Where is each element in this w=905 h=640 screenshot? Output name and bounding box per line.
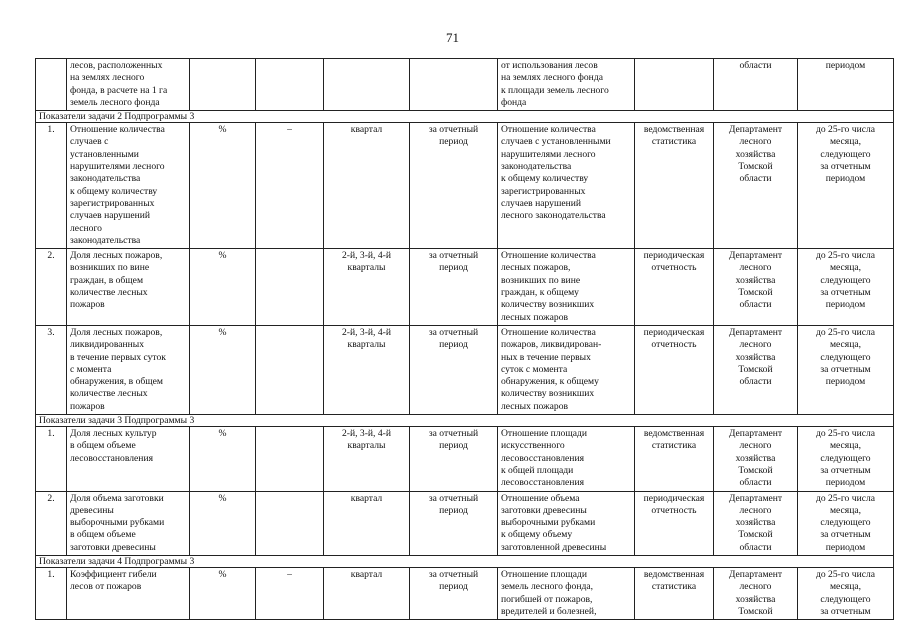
cell-period: за отчетный период	[410, 325, 498, 414]
cell-calculation-method: Отношение площади земель лесного фонда, погибшей от пожаров, вредителей и болезней,	[498, 567, 635, 619]
section-header-row	[36, 415, 894, 427]
cell-calculation-method: Отношение количества пожаров, ликвидирован- ных в течение первых суток с момента обнаружения, к общему количеству возникших лесных пожаров	[498, 325, 635, 414]
cell-indicator-name: Доля объема заготовки древесины выборочными рубками в общем объеме заготовки древесины	[67, 491, 190, 555]
table-row	[36, 249, 894, 326]
cell-period: за отчетный период	[410, 567, 498, 619]
cell-data-source: ведомственная статистика	[635, 567, 714, 619]
cell-unit: %	[190, 567, 256, 619]
cell-indicator-name: лесов, расположенных на землях лесного фонда, в расчете на 1 га земель лесного фонда	[67, 59, 190, 111]
cell-number: 1.	[36, 427, 67, 491]
cell-frequency: 2-й, 3-й, 4-й кварталы	[324, 427, 410, 491]
cell-data-source: периодическая отчетность	[635, 325, 714, 414]
table-row	[36, 491, 894, 555]
section-label: Показатели задачи 3 Подпрограммы 3	[36, 415, 894, 427]
cell-number: 1.	[36, 123, 67, 249]
cell-responsible: области	[714, 59, 798, 111]
page-number: 71	[446, 30, 459, 45]
cell-period: за отчетный период	[410, 427, 498, 491]
cell-dynamics	[256, 249, 324, 326]
cell-calculation-method: от использования лесов на землях лесного фонда к площади земель лесного фонда	[498, 59, 635, 111]
cell-responsible: Департамент лесного хозяйства Томской области	[714, 325, 798, 414]
cell-frequency: квартал	[324, 123, 410, 249]
cell-unit: %	[190, 249, 256, 326]
cell-frequency: 2-й, 3-й, 4-й кварталы	[324, 249, 410, 326]
cell-calculation-method: Отношение объема заготовки древесины выборочными рубками к общему объему заготовленной древесины	[498, 491, 635, 555]
table-row	[36, 325, 894, 414]
cell-deadline: до 25-го числа месяца, следующего за отчетным периодом	[798, 427, 894, 491]
cell-indicator-name: Коэффициент гибели лесов от пожаров	[67, 567, 190, 619]
cell-frequency	[324, 59, 410, 111]
cell-frequency: квартал	[324, 567, 410, 619]
section-label: Показатели задачи 4 Подпрограммы 3	[36, 555, 894, 567]
cell-responsible: Департамент лесного хозяйства Томской области	[714, 491, 798, 555]
cell-data-source: ведомственная статистика	[635, 427, 714, 491]
table-body	[36, 59, 894, 620]
cell-deadline: периодом	[798, 59, 894, 111]
cell-dynamics	[256, 427, 324, 491]
cell-calculation-method: Отношение количества лесных пожаров, возникших по вине граждан, к общему количеству возникших лесных пожаров	[498, 249, 635, 326]
cell-indicator-name: Доля лесных пожаров, ликвидированных в течение первых суток с момента обнаружения, в общем количестве лесных пожаров	[67, 325, 190, 414]
cell-unit	[190, 59, 256, 111]
cell-number	[36, 59, 67, 111]
cell-frequency: квартал	[324, 491, 410, 555]
cell-dynamics	[256, 59, 324, 111]
cell-unit: %	[190, 491, 256, 555]
cell-deadline: до 25-го числа месяца, следующего за отчетным	[798, 567, 894, 619]
cell-unit: %	[190, 325, 256, 414]
cell-responsible: Департамент лесного хозяйства Томской области	[714, 427, 798, 491]
table-row	[36, 123, 894, 249]
cell-number: 1.	[36, 567, 67, 619]
table-row	[36, 567, 894, 619]
section-label: Показатели задачи 2 Подпрограммы 3	[36, 111, 894, 123]
cell-period: за отчетный период	[410, 249, 498, 326]
indicators-table	[35, 58, 894, 620]
cell-responsible: Департамент лесного хозяйства Томской	[714, 567, 798, 619]
cell-responsible: Департамент лесного хозяйства Томской области	[714, 123, 798, 249]
cell-frequency: 2-й, 3-й, 4-й кварталы	[324, 325, 410, 414]
cell-data-source: периодическая отчетность	[635, 491, 714, 555]
cell-number: 3.	[36, 325, 67, 414]
cell-period	[410, 59, 498, 111]
cell-calculation-method: Отношение площади искусственного лесовосстановления к общей площади лесовосстановления	[498, 427, 635, 491]
cell-number: 2.	[36, 491, 67, 555]
cell-unit: %	[190, 427, 256, 491]
cell-dynamics: –	[256, 123, 324, 249]
section-header-row	[36, 555, 894, 567]
cell-deadline: до 25-го числа месяца, следующего за отчетным периодом	[798, 123, 894, 249]
cell-deadline: до 25-го числа месяца, следующего за отчетным периодом	[798, 325, 894, 414]
cell-indicator-name: Доля лесных пожаров, возникших по вине граждан, в общем количестве лесных пожаров	[67, 249, 190, 326]
cell-period: за отчетный период	[410, 491, 498, 555]
cell-number: 2.	[36, 249, 67, 326]
cell-dynamics	[256, 325, 324, 414]
cell-unit: %	[190, 123, 256, 249]
table-row	[36, 59, 894, 111]
cell-deadline: до 25-го числа месяца, следующего за отчетным периодом	[798, 491, 894, 555]
cell-indicator-name: Доля лесных культур в общем объеме лесовосстановления	[67, 427, 190, 491]
cell-data-source	[635, 59, 714, 111]
cell-period: за отчетный период	[410, 123, 498, 249]
cell-data-source: периодическая отчетность	[635, 249, 714, 326]
cell-deadline: до 25-го числа месяца, следующего за отчетным периодом	[798, 249, 894, 326]
cell-responsible: Департамент лесного хозяйства Томской области	[714, 249, 798, 326]
cell-calculation-method: Отношение количества случаев с установленными нарушителями лесного законодательства к общему количеству зарегистрированных случаев нарушений лесного законодательства	[498, 123, 635, 249]
table-row	[36, 427, 894, 491]
section-header-row	[36, 111, 894, 123]
cell-indicator-name: Отношение количества случаев с установленными нарушителями лесного законодательства к общему количеству зарегистрированных случаев нарушений лесного законодательства	[67, 123, 190, 249]
cell-data-source: ведомственная статистика	[635, 123, 714, 249]
cell-dynamics: –	[256, 567, 324, 619]
cell-dynamics	[256, 491, 324, 555]
